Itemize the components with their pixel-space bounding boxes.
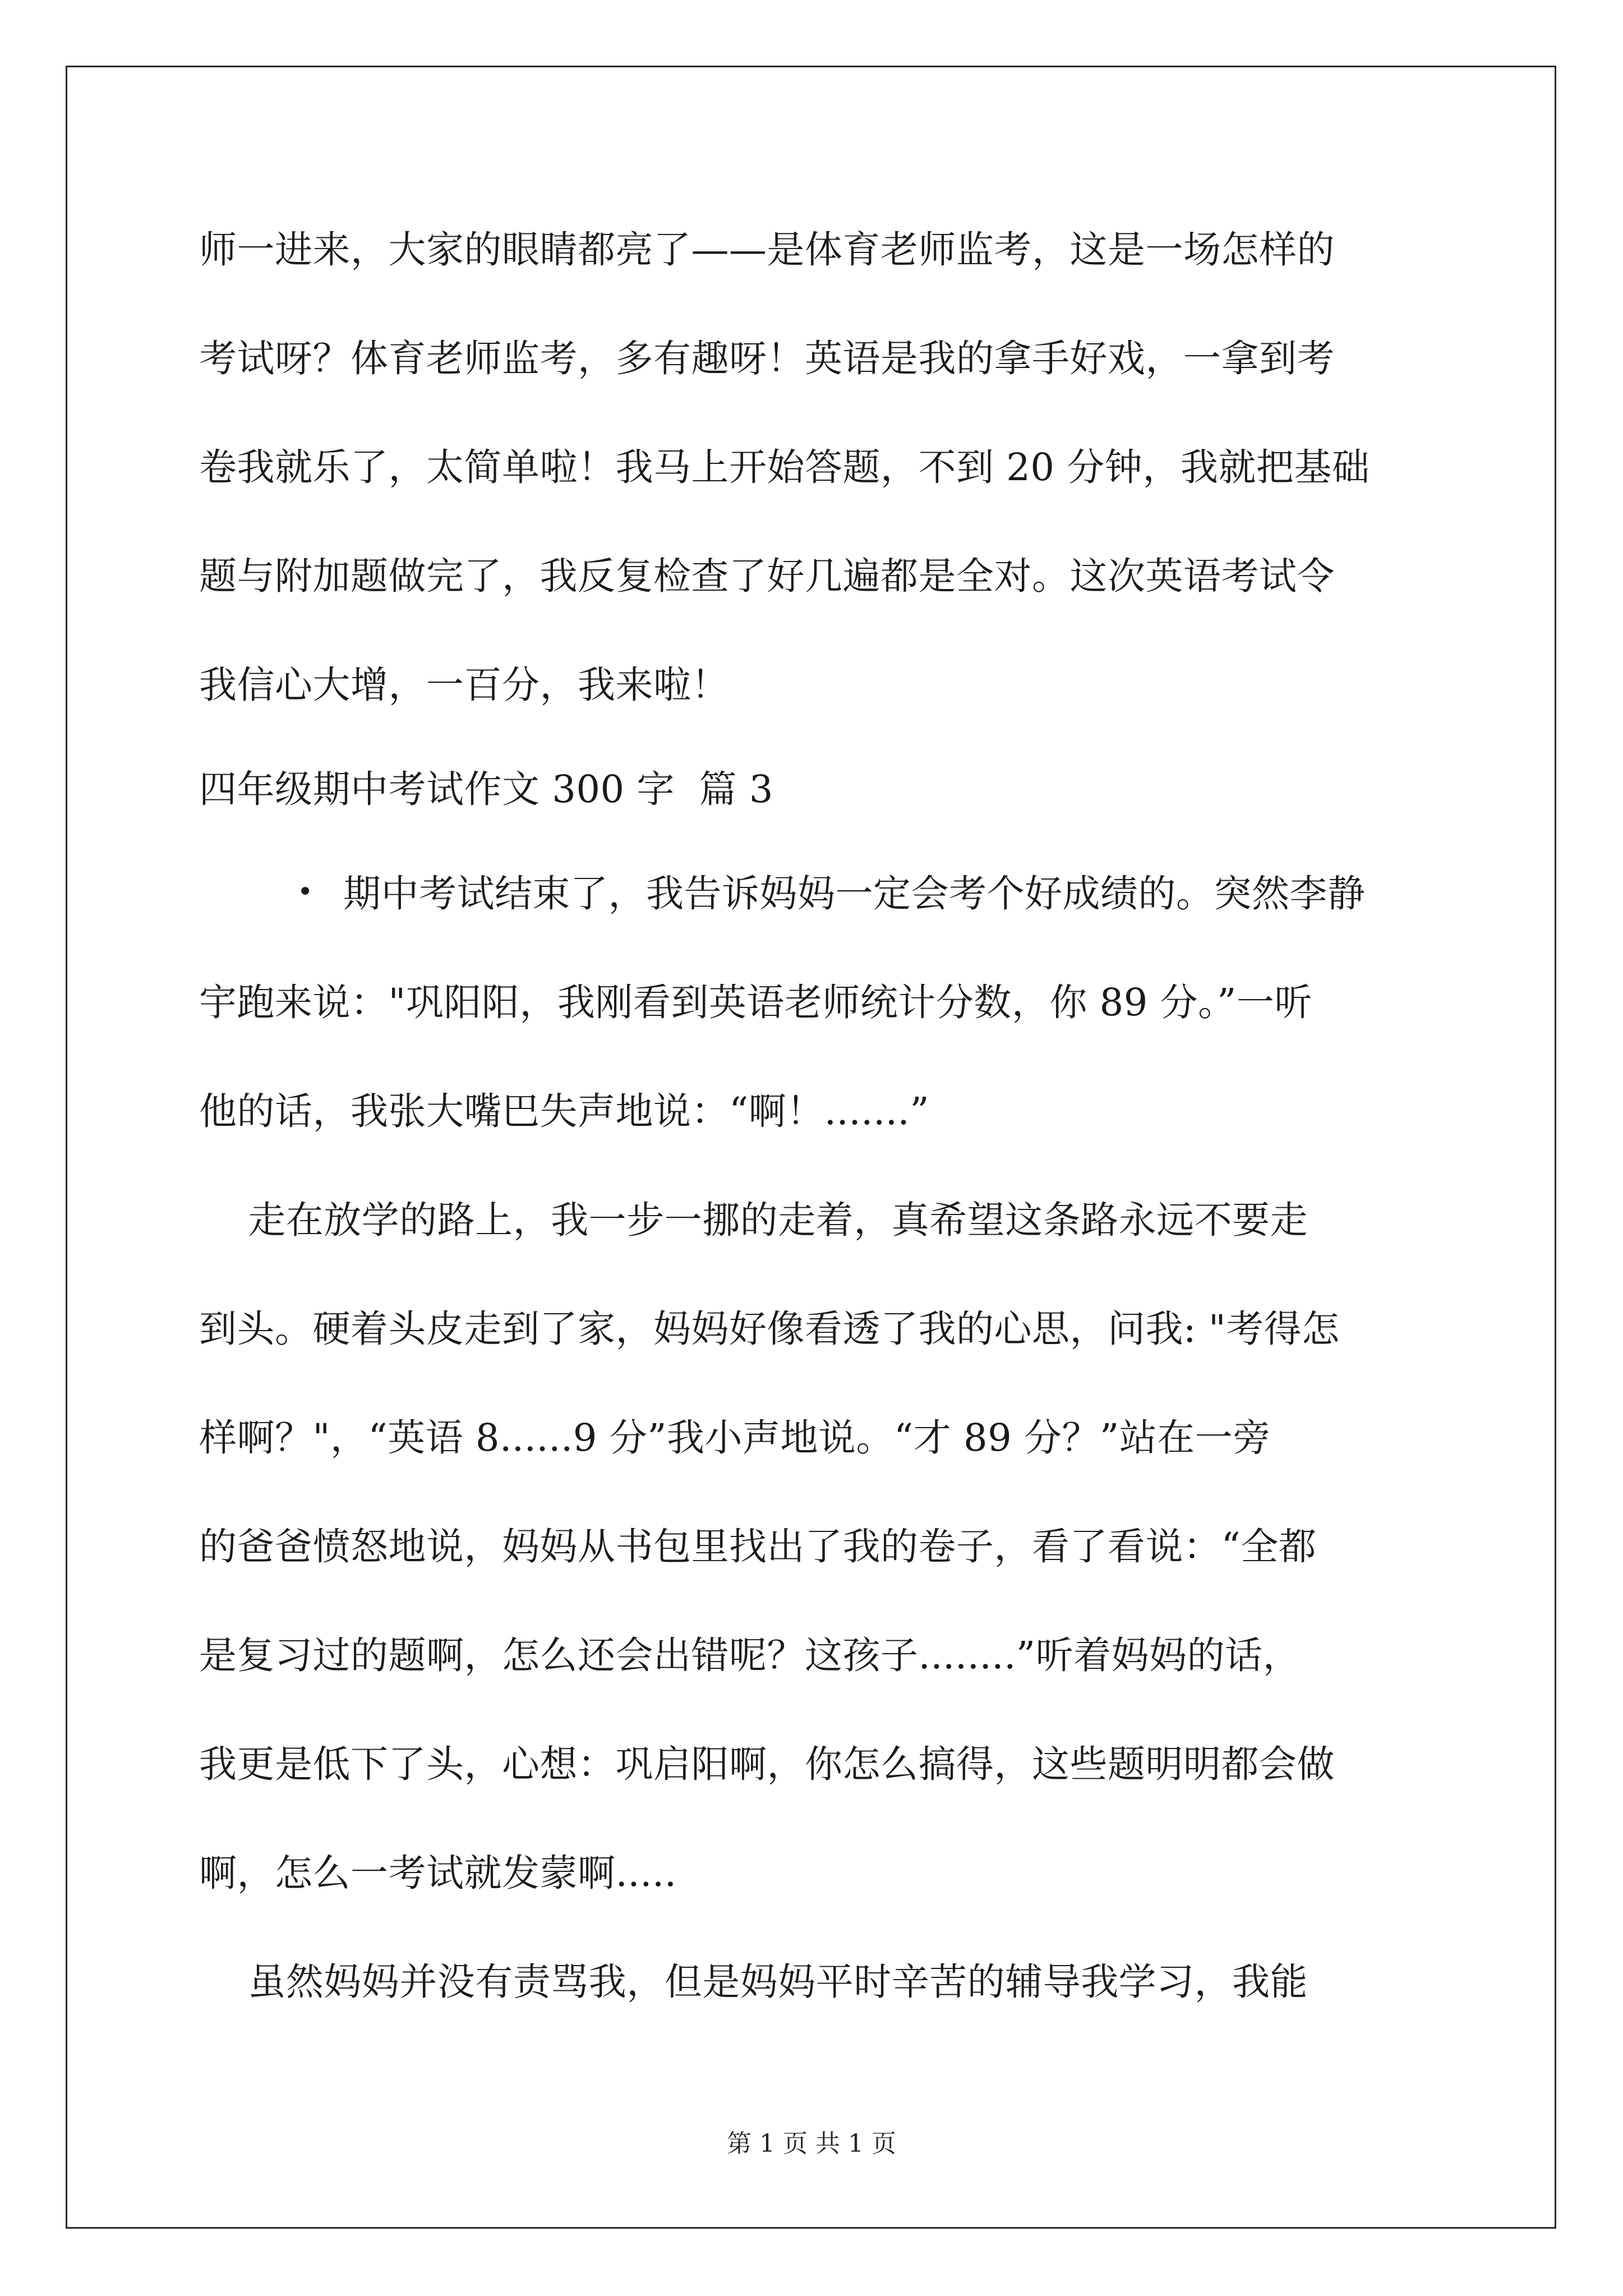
text-line: 题与附加题做完了，我反复检查了好几遍都是全对。这次英语考试令 — [199, 554, 1335, 598]
text-line: 到头。硬着头皮走到了家，妈妈好像看透了我的心思，问我: "考得怎 — [199, 1307, 1340, 1351]
text-line: 样啊？"，“英语 8......9 分”我小声地说。“才 89 分？”站在一旁 — [199, 1416, 1271, 1460]
text-line: 是复习过的题啊，怎么还会出错呢？这孩子........”听着妈妈的话， — [199, 1634, 1301, 1677]
text-line: 啊，怎么一考试就发蒙啊..... — [199, 1851, 677, 1895]
bullet-text-line: 他的话，我张大嘴巴失声地说：“啊！.......” — [199, 1089, 930, 1133]
text-line: 我信心大增，一百分，我来啦！ — [199, 663, 729, 707]
bullet-text-line: 期中考试结束了，我告诉妈妈一定会考个好成绩的。突然李静 — [343, 872, 1366, 915]
page-frame — [66, 66, 1556, 2229]
section-heading: 四年级期中考试作文 300 字 篇 3 — [199, 767, 773, 811]
bullet-icon: • — [297, 876, 313, 908]
text-line: 考试呀？体育老师监考，多有趣呀！英语是我的拿手好戏，一拿到考 — [199, 337, 1335, 380]
page-footer: 第 1 页 共 1 页 — [727, 2129, 896, 2158]
bullet-text-line: 宇跑来说："巩阳阳，我刚看到英语老师统计分数，你 89 分。”一听 — [199, 981, 1312, 1024]
text-line: 我更是低下了头，心想：巩启阳啊，你怎么搞得，这些题明明都会做 — [199, 1742, 1335, 1786]
text-line: 虽然妈妈并没有责骂我，但是妈妈平时辛苦的辅导我学习，我能 — [199, 1960, 1308, 2004]
text-line: 卷我就乐了，太简单啦！我马上开始答题，不到 20 分钟，我就把基础 — [199, 445, 1370, 489]
text-line: 师一进来，大家的眼睛都亮了——是体育老师监考，这是一场怎样的 — [199, 228, 1335, 272]
text-line: 走在放学的路上，我一步一挪的走着，真希望这条路永远不要走 — [199, 1198, 1308, 1242]
text-line: 的爸爸愤怒地说，妈妈从书包里找出了我的卷子，看了看说：“全都 — [199, 1525, 1317, 1568]
